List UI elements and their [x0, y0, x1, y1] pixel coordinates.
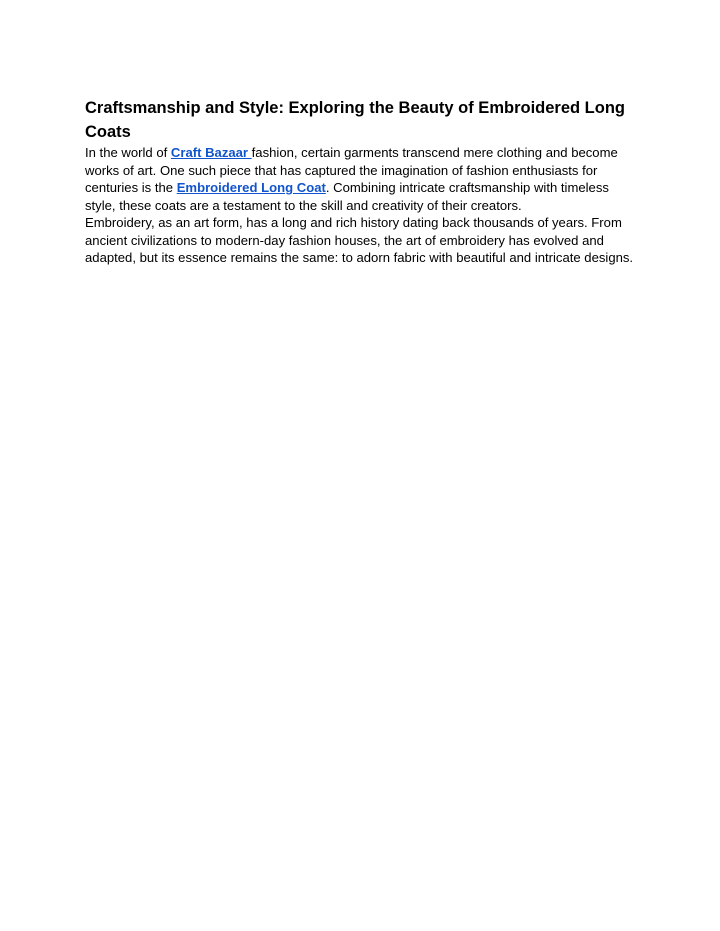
document-body [85, 96, 640, 267]
paragraph-intro [85, 144, 640, 214]
document-title: Craftsmanship and Style: Exploring the Beauty of Embroidered Long Coats [85, 99, 625, 141]
embroidered-long-coat-link[interactable]: Embroidered Long Coat [176, 180, 326, 195]
paragraph-history: Embroidery, as an art form, has a long and rich history dating back thousands of years. From ancient civilizations to modern-day fashion houses, the art of embroidery has evolved and adapted, but its essence remains the same: to adorn fabric with beautiful and intricate designs. [85, 215, 634, 265]
craft-bazaar-link[interactable]: Craft Bazaar [170, 145, 252, 160]
paragraph-intro-text-2: fashion, certain garments transcend mere clothing and become works of art. One such piece that has captured the imagination of fashion enthusiasts for centuries is the [85, 145, 618, 195]
paragraph-intro-text-1: In the world of [85, 145, 171, 160]
paragraph-intro-text-3: . Combining intricate craftsmanship with timeless style, these coats are a testament to the skill and creativity of their creators. [85, 180, 609, 213]
